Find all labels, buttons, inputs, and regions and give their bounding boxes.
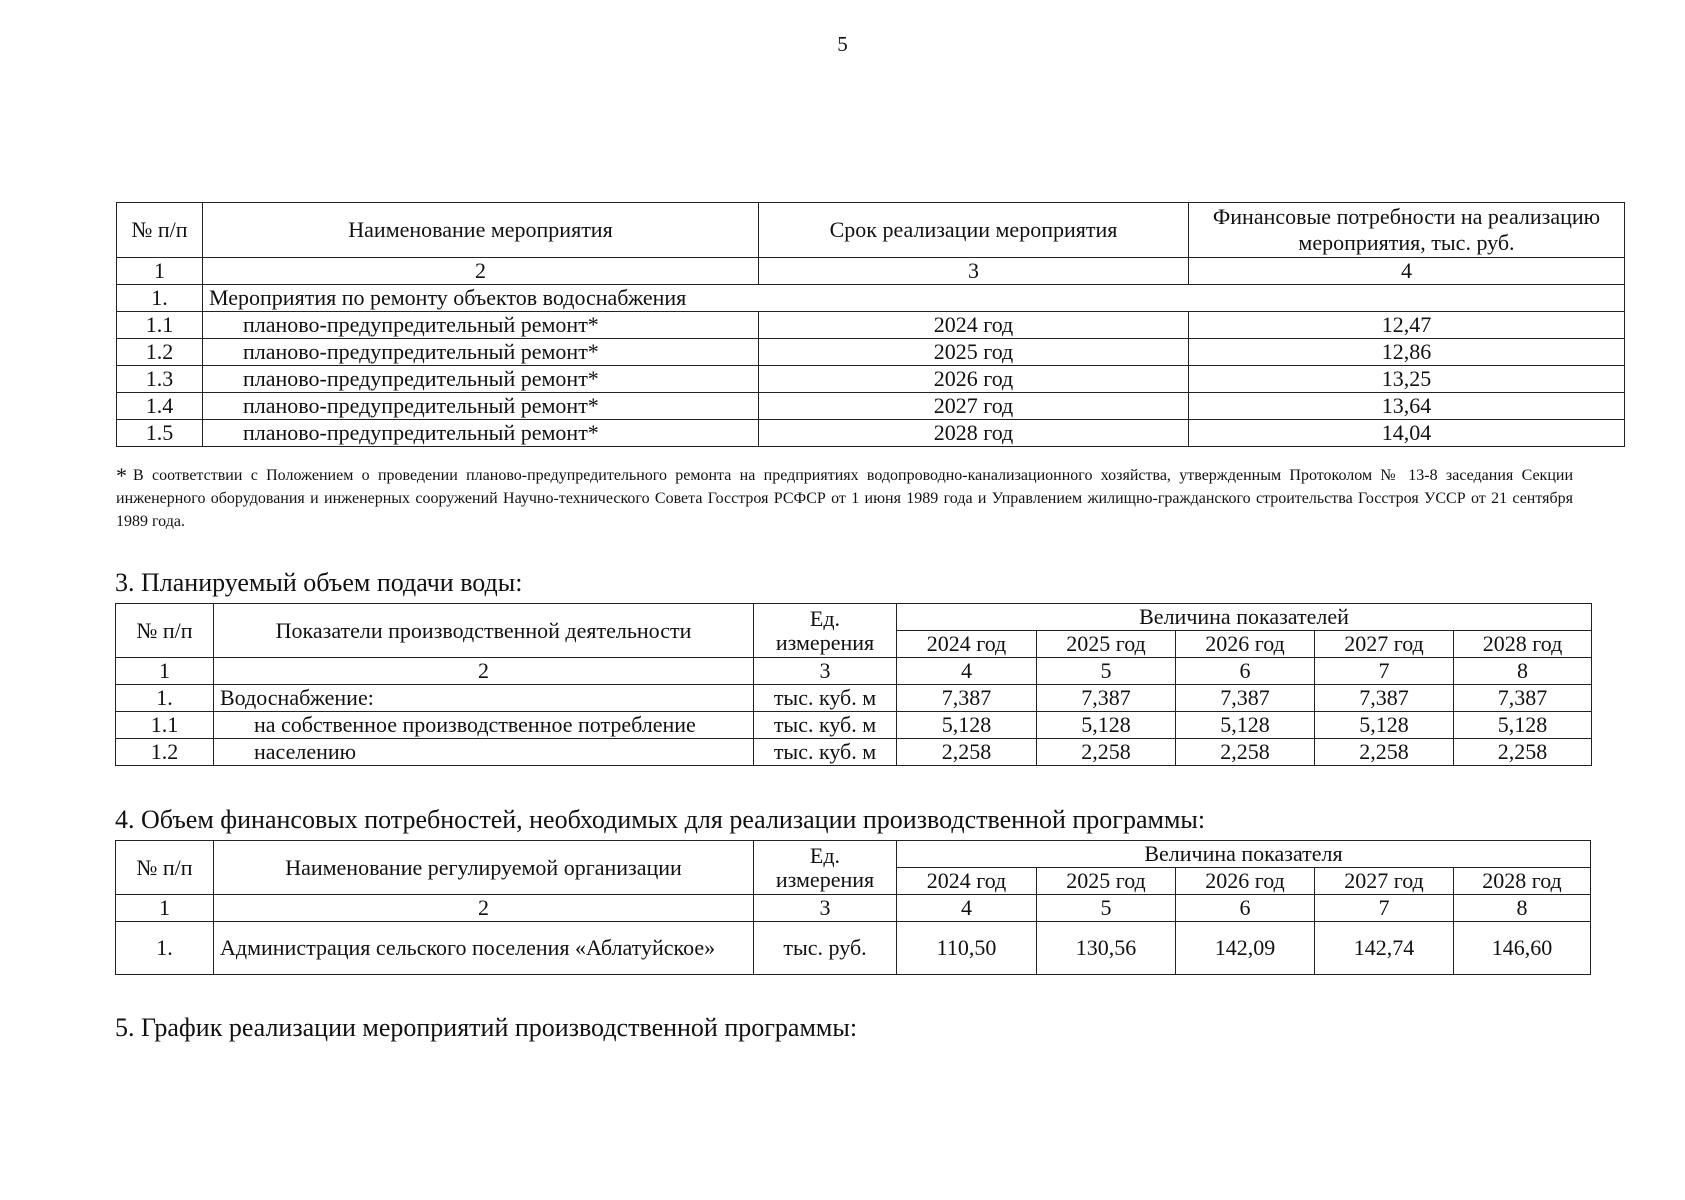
row-amount: 12,86: [1189, 339, 1625, 366]
header-event-name: Наименование мероприятия: [203, 203, 759, 258]
row-term: 2025 год: [759, 339, 1189, 366]
col-number: 4: [1189, 258, 1625, 285]
col-number: 3: [754, 895, 897, 922]
col-number: 1: [116, 895, 214, 922]
col-number: 8: [1454, 658, 1592, 685]
header-year: 2024 год: [897, 631, 1037, 658]
row-value: 7,387: [1176, 685, 1315, 712]
header-year: 2026 год: [1176, 631, 1315, 658]
col-number: 4: [897, 658, 1037, 685]
col-number: 7: [1315, 895, 1454, 922]
col-number: 4: [897, 895, 1037, 922]
footnote-star: *: [116, 463, 127, 488]
row-value: 5,128: [1454, 712, 1592, 739]
col-number: 6: [1176, 658, 1315, 685]
section-num: 1.: [117, 285, 203, 312]
row-num: 1.: [116, 685, 214, 712]
row-value: 7,387: [1454, 685, 1592, 712]
row-name: планово-предупредительный ремонт*: [203, 312, 759, 339]
header-year: 2028 год: [1454, 631, 1592, 658]
col-number: 1: [116, 658, 214, 685]
col-number: 1: [117, 258, 203, 285]
row-num: 1.: [116, 922, 214, 975]
row-value: 2,258: [1176, 739, 1315, 766]
header-num: № п/п: [117, 203, 203, 258]
table-header-row: [116, 841, 1591, 868]
row-unit: тыс. куб. м: [754, 739, 897, 766]
row-term: 2028 год: [759, 420, 1189, 447]
row-value: 142,09: [1176, 922, 1315, 975]
col-number: 7: [1315, 658, 1454, 685]
row-value: 2,258: [1037, 739, 1176, 766]
header-unit: Ед. измерения: [754, 604, 897, 658]
section-name: Мероприятия по ремонту объектов водоснабжения: [203, 285, 1625, 312]
row-amount: 13,25: [1189, 366, 1625, 393]
row-amount: 13,64: [1189, 393, 1625, 420]
table-row: [117, 339, 1625, 366]
row-value: 2,258: [897, 739, 1037, 766]
table-row: [117, 393, 1625, 420]
header-term: Срок реализации мероприятия: [759, 203, 1189, 258]
header-year: 2027 год: [1315, 868, 1454, 895]
col-number: 3: [754, 658, 897, 685]
footnote-text: В соответствии с Положением о проведении планово-предупредительного ремонта на предприятиях водопроводно-канализационного хозяйства, утвержденным Протоколом № 13-8 заседания Секции инженерного оборудования и инженерных сооружений Научно-технического Совета Госстроя РСФСР от 1 июня 1989 года и Управлением жилищно-гражданского строительства Госстроя УССР от 21 сентября 1989 года.: [116, 467, 1573, 530]
row-value: 146,60: [1454, 922, 1591, 975]
header-organization: Наименование регулируемой организации: [214, 841, 754, 895]
column-numbers-row: [117, 258, 1625, 285]
section-5-title: 5. График реализации мероприятий производственной программы:: [115, 1013, 858, 1042]
row-term: 2026 год: [759, 366, 1189, 393]
col-number: 5: [1037, 895, 1176, 922]
col-number: 5: [1037, 658, 1176, 685]
footnote: [116, 464, 1573, 533]
header-indicators: Показатели производственной деятельности: [214, 604, 754, 658]
water-supply-table: [115, 603, 1592, 766]
header-values-group: Величина показателей: [897, 604, 1592, 631]
row-num: 1.2: [116, 739, 214, 766]
header-financial-needs: Финансовые потребности на реализацию мероприятия, тыс. руб.: [1189, 203, 1625, 258]
row-num: 1.2: [117, 339, 203, 366]
header-num: № п/п: [116, 604, 214, 658]
row-amount: 14,04: [1189, 420, 1625, 447]
table-row: [116, 685, 1592, 712]
row-term: 2024 год: [759, 312, 1189, 339]
row-unit: тыс. куб. м: [754, 712, 897, 739]
section-row: [117, 285, 1625, 312]
col-number: 2: [214, 895, 754, 922]
table-header-row: [117, 203, 1625, 258]
page-number: 5: [837, 32, 848, 56]
row-num: 1.5: [117, 420, 203, 447]
header-num: № п/п: [116, 841, 214, 895]
row-name: планово-предупредительный ремонт*: [203, 393, 759, 420]
row-unit: тыс. руб.: [754, 922, 897, 975]
row-value: 5,128: [897, 712, 1037, 739]
header-year: 2025 год: [1037, 631, 1176, 658]
financial-needs-table: [115, 840, 1591, 975]
header-year: 2026 год: [1176, 868, 1315, 895]
header-year: 2024 год: [897, 868, 1037, 895]
table-header-row: [116, 604, 1592, 631]
row-term: 2027 год: [759, 393, 1189, 420]
table-row: [116, 712, 1592, 739]
row-value: 7,387: [1315, 685, 1454, 712]
row-value: 5,128: [1176, 712, 1315, 739]
row-value: 7,387: [1037, 685, 1176, 712]
col-number: 3: [759, 258, 1189, 285]
column-numbers-row: [116, 658, 1592, 685]
section-3-title: 3. Планируемый объем подачи воды:: [115, 568, 523, 597]
row-name: на собственное производственное потребление: [214, 712, 754, 739]
row-value: 130,56: [1037, 922, 1176, 975]
row-name: населению: [214, 739, 754, 766]
row-value: 2,258: [1315, 739, 1454, 766]
section-4-title: 4. Объем финансовых потребностей, необходимых для реализации производственной программы:: [115, 805, 1206, 834]
row-name: планово-предупредительный ремонт*: [203, 420, 759, 447]
row-value: 5,128: [1315, 712, 1454, 739]
col-number: 6: [1176, 895, 1315, 922]
row-unit: тыс. куб. м: [754, 685, 897, 712]
header-year: 2027 год: [1315, 631, 1454, 658]
row-num: 1.3: [117, 366, 203, 393]
col-number: 8: [1454, 895, 1591, 922]
col-number: 2: [203, 258, 759, 285]
row-num: 1.1: [116, 712, 214, 739]
row-value: 7,387: [897, 685, 1037, 712]
table-row: [117, 420, 1625, 447]
row-num: 1.4: [117, 393, 203, 420]
row-name: Водоснабжение:: [214, 685, 754, 712]
header-values-group: Величина показателя: [897, 841, 1591, 868]
column-numbers-row: [116, 895, 1591, 922]
header-year: 2025 год: [1037, 868, 1176, 895]
header-unit: Ед. измерения: [754, 841, 897, 895]
header-year: 2028 год: [1454, 868, 1591, 895]
row-value: 2,258: [1454, 739, 1592, 766]
row-name: планово-предупредительный ремонт*: [203, 339, 759, 366]
table-row: [117, 366, 1625, 393]
row-value: 110,50: [897, 922, 1037, 975]
table-row: [116, 922, 1591, 975]
row-num: 1.1: [117, 312, 203, 339]
row-value: 5,128: [1037, 712, 1176, 739]
row-organization: Администрация сельского поселения «Аблатуйское»: [214, 922, 754, 975]
table-row: [117, 312, 1625, 339]
col-number: 2: [214, 658, 754, 685]
row-name: планово-предупредительный ремонт*: [203, 366, 759, 393]
row-value: 142,74: [1315, 922, 1454, 975]
events-table: [116, 202, 1625, 447]
row-amount: 12,47: [1189, 312, 1625, 339]
table-row: [116, 739, 1592, 766]
